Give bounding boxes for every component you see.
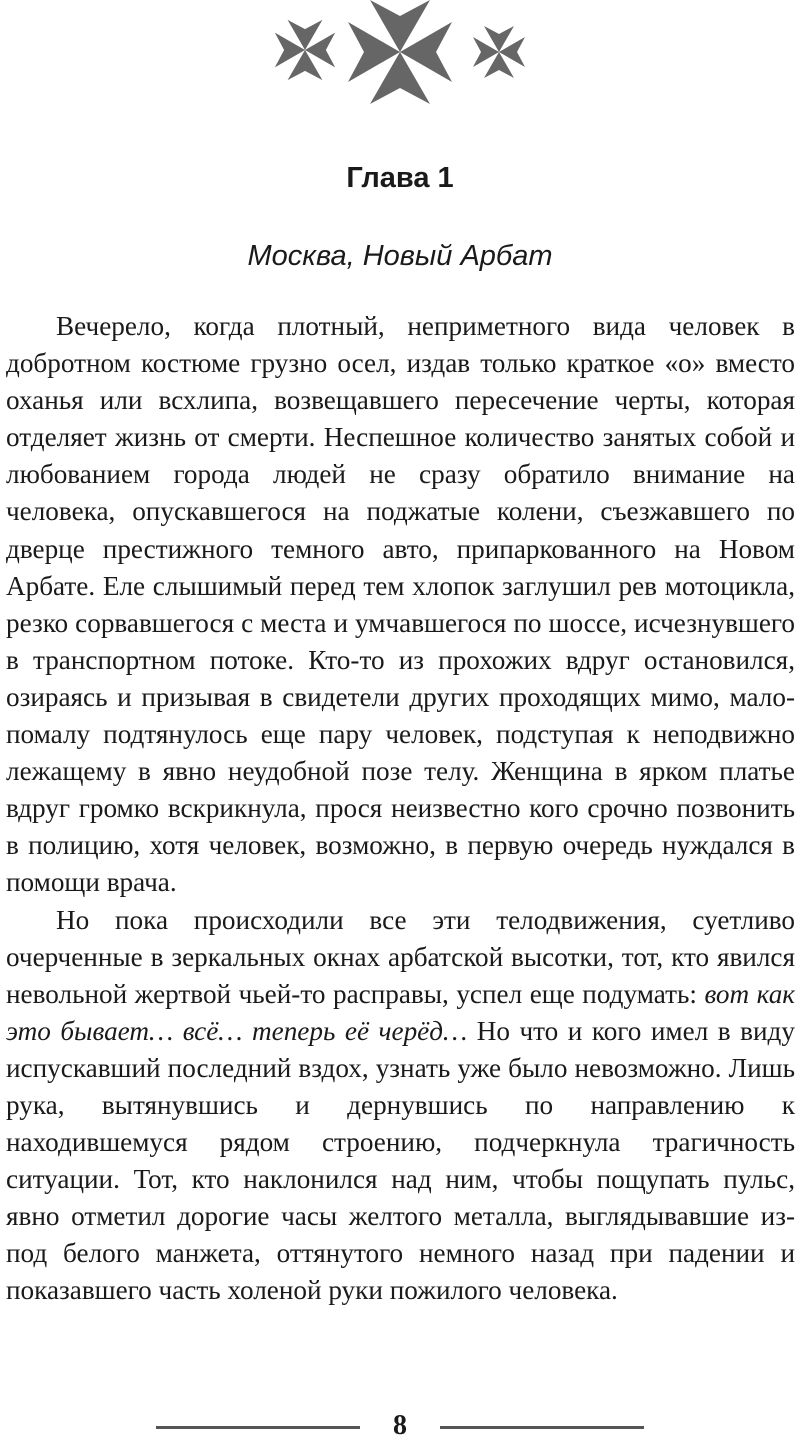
footer-rule-left bbox=[156, 1426, 360, 1429]
page-number: 8 bbox=[393, 1410, 407, 1441]
body-text bbox=[6, 308, 795, 1310]
paragraph-1: Вечерело, когда плотный, неприметного вида человек в добротном костюме грузно осел, издав только краткое «о» вместо оханья или всхлипа, возвещавшего пересечение черты, которая отделяет жизнь от смерти. Неспешное количество занятых собой и любованием города людей не сразу обратило внимание на человека, опускавшегося на поджатые колени, съезжавшего по дверце престижного темного авто, припаркованного на Новом Арбате. Еле слышимый перед тем хлопок заглушил рев мотоцикла, резко сорвавшегося с места и умчавшегося по шоссе, исчезнувшего в транспортном потоке. Кто-то из прохожих вдруг остановился, озираясь и призывая в свидетели других проходящих мимо, мало-помалу подтянулось еще пару человек, подступая к неподвижно лежащему в явно неудобной позе телу. Женщина в ярком платье вдруг громко вскрикнула, прося неизвестно кого срочно позвонить в полицию, хотя человек, возможно, в первую очередь нуждался в помощи врача. bbox=[6, 311, 795, 898]
paragraph-2-end: Но что и кого имел в виду испускавший последний вздох, узнать уже было невозможно. Лишь рука, вытянувшись и дернувшись по направлению к находившемуся рядом строению, подчеркнула трагичность ситуации. Тот, кто наклонился над ним, чтобы пощупать пульс, явно отметил дорогие часы желтого металла, выглядывавшие из-под белого манжета, оттянутого немного назад при падении и показавшего часть холеной руки пожилого человека. bbox=[6, 1015, 795, 1306]
maltese-cross-icon bbox=[275, 20, 335, 80]
chapter-ornament bbox=[0, 0, 800, 120]
paragraph-2-italic: вот как это бывает… всё… теперь её черёд… bbox=[6, 978, 796, 1046]
chapter-title: Глава 1 bbox=[346, 162, 454, 194]
paragraph-2 bbox=[6, 902, 795, 1310]
maltese-cross-icon bbox=[348, 0, 452, 104]
maltese-cross-icon bbox=[473, 26, 525, 78]
paragraph-2-start: Но пока происходили все эти телодвижения, суетливо очерченные в зеркальных окнах арбатской высотки, тот, кто явился невольной жертвой чьей-то расправы, успел еще подумать: bbox=[6, 904, 795, 1009]
footer-rule-right bbox=[440, 1426, 644, 1429]
chapter-location: Москва, Новый Арбат bbox=[247, 240, 553, 272]
